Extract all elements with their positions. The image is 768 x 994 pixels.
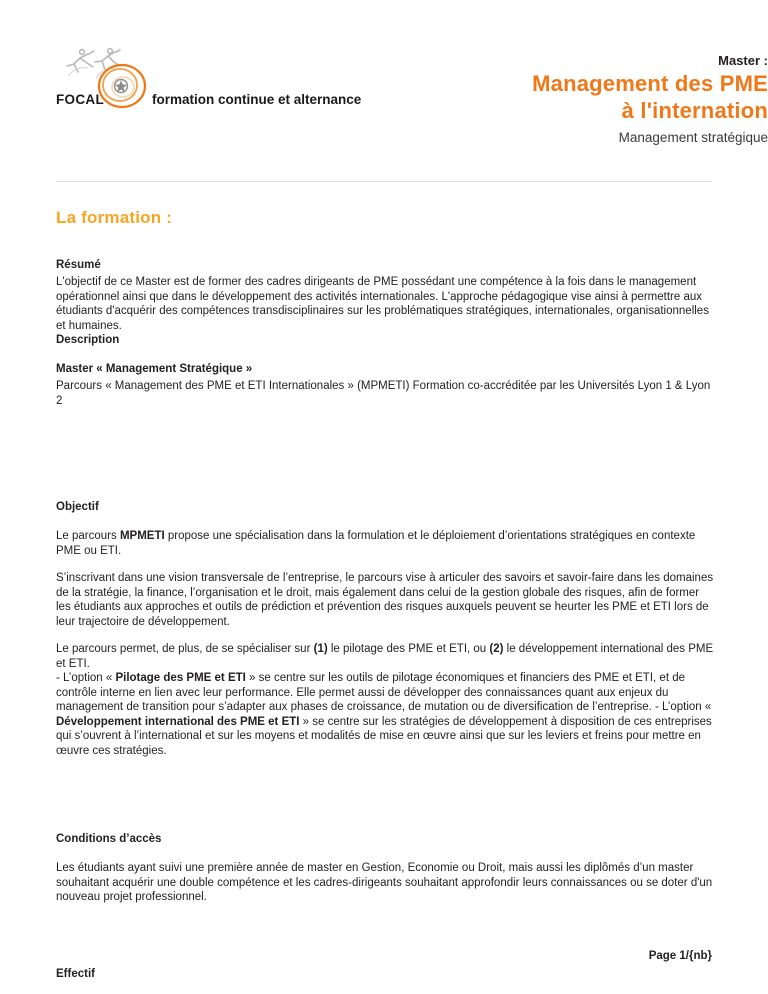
description-text: Parcours « Management des PME et ETI Internationales » (MPMETI) Formation co-accréditée par les Universités Lyon 1 & Lyon 2 bbox=[56, 380, 711, 407]
objectif-p3-e: le développement international des PME et ETI. bbox=[56, 643, 714, 670]
page-footer bbox=[0, 950, 768, 962]
objectif-p1-bold: MPMETI bbox=[119, 530, 165, 542]
objectif-p4-e: » se centre sur les stratégies de développement à disposition de ces entreprises qui s’ouvrent à l’international et sur les moyens et modalités de mise en œuvre ainsi que sur les leviers et freins pour mettre en œuvre ces stratégies. bbox=[56, 715, 712, 757]
objectif-p3-c: le pilotage des PME et ETI, ou bbox=[327, 643, 490, 655]
objectif-p4-bold-2: Développement international des PME et ETI bbox=[56, 715, 300, 728]
objectif-paragraph-4 bbox=[56, 671, 716, 758]
header-title-line1: Management des PME bbox=[532, 71, 768, 96]
objectif-p3-bold-2: (2) bbox=[489, 643, 504, 655]
resume-text: L'objectif de ce Master est de former des cadres dirigeants de PME possédant une compétence à la fois dans le management opérationnel ainsi que dans le développement des activités internationales. L'approche pédagogique vise ainsi à permettre aux étudiants d'acquérir des compétences transdisciplinaires sur les problématiques stratégiques, internationales, organisationnelles et humaines. bbox=[56, 276, 709, 332]
logo-brand: FOCAL bbox=[56, 92, 104, 107]
objectif-p3-bold-1: (1) bbox=[313, 643, 328, 655]
logo-tagline: formation continue et alternance bbox=[152, 92, 362, 107]
objectif-paragraph-2: S’inscrivant dans une vision transversale de l’entreprise, le parcours vise à articuler des savoirs et savoir-faire dans les domaines de la stratégie, la finance, l’organisation et le droit, mais également dans celui de la gestion globale des risques, afin de former les étudiants aux approches et outils de prédiction et prévention des risques auxquels peuvent se heurter les PME et ETI lors de leur trajectoire de développement. bbox=[56, 572, 714, 628]
objectif-p1-c: propose une spécialisation dans la formulation et le déploiement d’orientations stratégiques en contexte PME ou ETI. bbox=[56, 530, 696, 557]
objectif-paragraph-3 bbox=[56, 642, 716, 671]
objectif-p4-bold-1: Pilotage des PME et ETI bbox=[115, 672, 246, 684]
objectif-p4-c: » se centre sur les outils de pilotage économiques et financiers des PME et ETI, et de contrôle interne en lien avec leur performance. Elle permet aussi de développer des connaissances quant aux enjeux du management de transition pour s’adapter aux phases de croissance, de mutation ou de diversification de l’entreprise. - L’option « bbox=[56, 672, 712, 713]
objectif-label: Objectif bbox=[56, 501, 99, 513]
page-number: Page 1/{nb} bbox=[648, 950, 712, 962]
objectif-paragraph-1 bbox=[56, 529, 716, 558]
description-label: Description bbox=[56, 334, 120, 346]
page-title: La formation : bbox=[56, 208, 173, 227]
header-divider bbox=[56, 181, 712, 182]
conditions-block bbox=[56, 832, 716, 905]
description-heading: Master « Management Stratégique » bbox=[56, 363, 253, 375]
objectif-p3-a: Le parcours permet, de plus, de se spécialiser sur bbox=[56, 643, 314, 655]
header-title-block bbox=[348, 52, 768, 149]
logo-block bbox=[56, 48, 386, 114]
document-content bbox=[56, 208, 716, 984]
header-subtitle: Management stratégique bbox=[618, 130, 768, 145]
resume-label: Résumé bbox=[56, 259, 101, 271]
conditions-text: Les étudiants ayant suivi une première année de master en Gestion, Economie ou Droit, mais aussi les diplômés d’un master souhaitant acquérir une double compétence et les cadres-dirigeants souhaitant approfondir leurs connaissances ou se doter d'un nouveau projet professionnel. bbox=[56, 862, 713, 903]
objectif-p1-a: Le parcours bbox=[56, 530, 120, 542]
effectif-block bbox=[56, 967, 716, 982]
objectif-p4-a: - L’option « bbox=[56, 672, 116, 684]
header-title-line2: à l'internation bbox=[621, 98, 768, 123]
objectif-block bbox=[56, 500, 716, 758]
conditions-label: Conditions d’accès bbox=[56, 833, 162, 845]
page-header bbox=[0, 0, 768, 182]
header-master-label: Master : bbox=[718, 53, 768, 68]
effectif-label: Effectif bbox=[56, 967, 95, 980]
